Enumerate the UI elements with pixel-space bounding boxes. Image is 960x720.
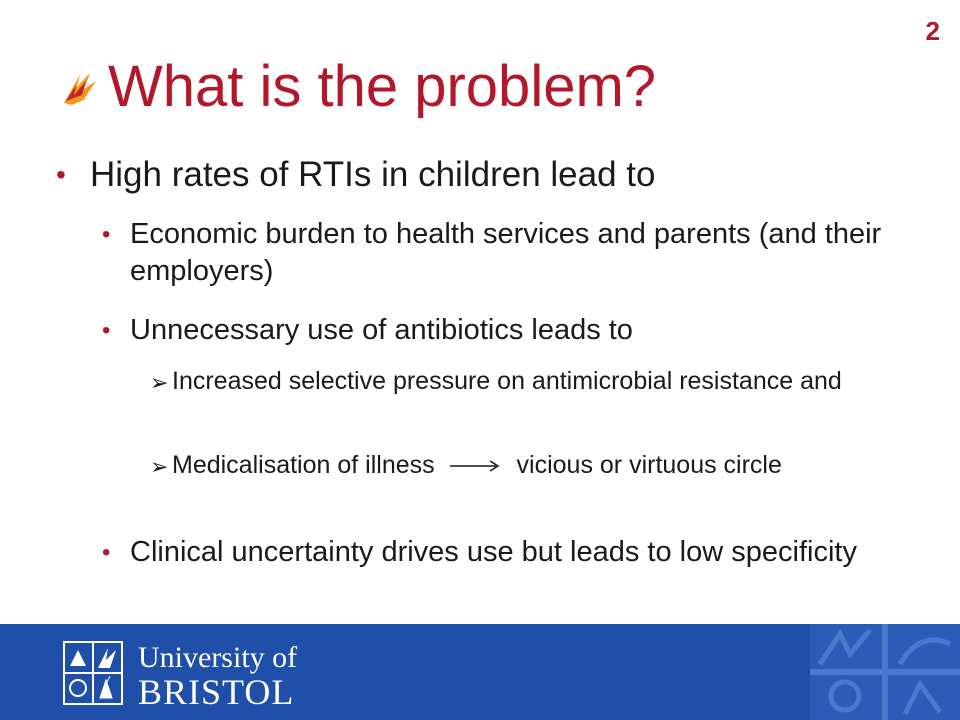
bullet-dot: • (56, 159, 66, 190)
bullet-level2 (102, 534, 910, 571)
logo-line-2: BRISTOL (138, 672, 295, 712)
bullet-level2 (102, 216, 910, 290)
title-row (60, 54, 657, 119)
page-title: What is the problem? (108, 54, 657, 119)
bullet-dot: • (102, 317, 111, 344)
bullet-text: Unnecessary use of antibiotics leads to (130, 314, 633, 346)
bullet-level1 (56, 154, 920, 196)
bullet-dot: • (102, 539, 111, 566)
right-arrow-icon (446, 459, 506, 473)
heraldic-pattern-decoration (810, 624, 960, 720)
bullet-text: Increased selective pressure on antimicrobial resistance and (172, 367, 842, 395)
bullet-level2 (102, 312, 910, 349)
logo-line-1: University of (138, 641, 298, 674)
bullet-dot: • (102, 221, 111, 248)
bullet-text: Clinical uncertainty drives use but leads to low specificity (130, 536, 857, 568)
university-logo-text (138, 642, 297, 710)
bullet-level3 (150, 448, 872, 482)
bullet-text: vicious or virtuous circle (516, 451, 782, 479)
bullet-text: Economic burden to health services and parents (and their employers) (130, 218, 882, 287)
bullet-text: High rates of RTIs in children lead to (90, 155, 656, 194)
bullet-level3 (150, 364, 872, 398)
footer-banner (0, 624, 960, 720)
arrow-bullet-icon: ➢ (150, 370, 169, 395)
university-crest-icon (62, 640, 124, 706)
bullet-text: Medicalisation of illness (172, 451, 435, 479)
flame-mark-icon (60, 67, 100, 107)
slide-number: 2 (925, 16, 940, 46)
arrow-bullet-icon: ➢ (150, 454, 169, 479)
